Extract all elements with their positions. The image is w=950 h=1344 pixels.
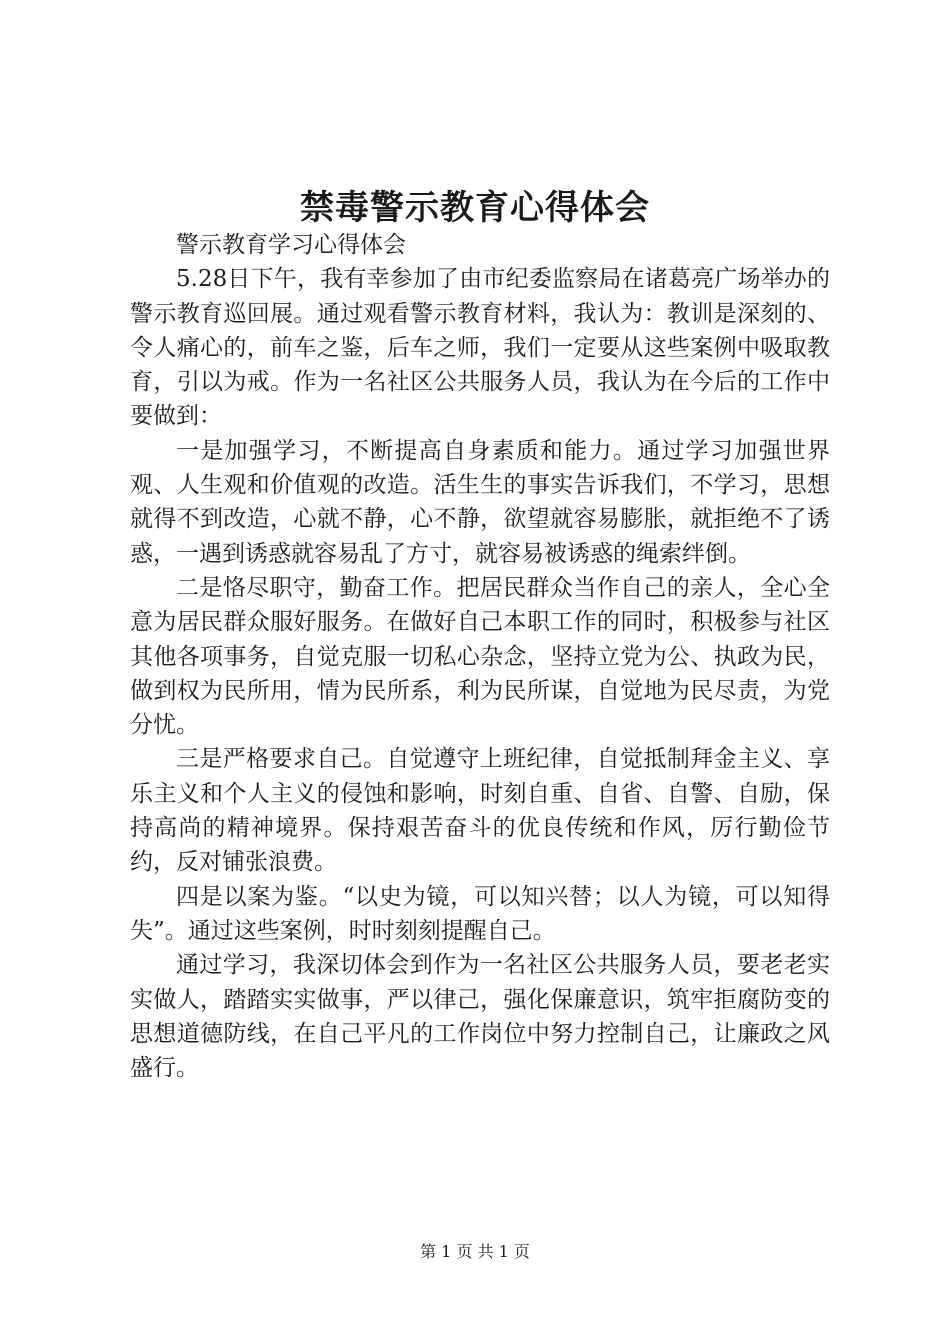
intro-paragraph: 5.28日下午，我有幸参加了由市纪委监察局在诸葛亮广场举办的警示教育巡回展。通过观看警示教育材料，我认为：教训是深刻的、令人痛心的，前车之鉴，后车之师，我们一定要从这些案例中吸取教育，引以为戒。作为一名社区公共服务人员，我认为在今后的工作中要做到： (130, 266, 830, 430)
point-one-paragraph: 一是加强学习，不断提高自身素质和能力。通过学习加强世界观、人生观和价值观的改造。活生生的事实告诉我们，不学习，思想就得不到改造，心就不静，心不静，欲望就容易膨胀，就拒绝不了诱惑，一遇到诱惑就容易乱了方寸，就容易被诱惑的绳索绊倒。 (130, 437, 830, 567)
subtitle-paragraph: 警示教育学习心得体会 (176, 232, 406, 258)
point-four-paragraph: 四是以案为鉴。“以史为镜，可以知兴替；以人为镜，可以知得失”。通过这些案例，时时刻刻提醒自己。 (130, 883, 830, 944)
point-two-paragraph: 二是恪尽职守，勤奋工作。把居民群众当作自己的亲人，全心全意为居民群众服好服务。在做好自己本职工作的同时，积极参与社区其他各项事务，自觉克服一切私心杂念，坚持立党为公、执政为民，做到权为民所用，情为民所系，利为民所谋，自觉地为民尽责，为党分忧。 (130, 574, 830, 739)
conclusion-paragraph: 通过学习，我深切体会到作为一名社区公共服务人员，要老老实实做人，踏踏实实做事，严以律己，强化保廉意识，筑牢拒腐防变的思想道德防线，在自己平凡的工作岗位中努力控制自己，让廉政之风盛行。 (130, 952, 830, 1082)
point-three-paragraph: 三是严格要求自己。自觉遵守上班纪律，自觉抵制拜金主义、享乐主义和个人主义的侵蚀和影响，时刻自重、自省、自警、自励，保持高尚的精神境界。保持艰苦奋斗的优良传统和作风，厉行勤俭节约，反对铺张浪费。 (130, 746, 830, 876)
document-title: 禁毒警示教育心得体会 (300, 188, 650, 228)
document-body (130, 228, 830, 1085)
page-number-footer: 第 1 页 共 1 页 (420, 1242, 530, 1261)
